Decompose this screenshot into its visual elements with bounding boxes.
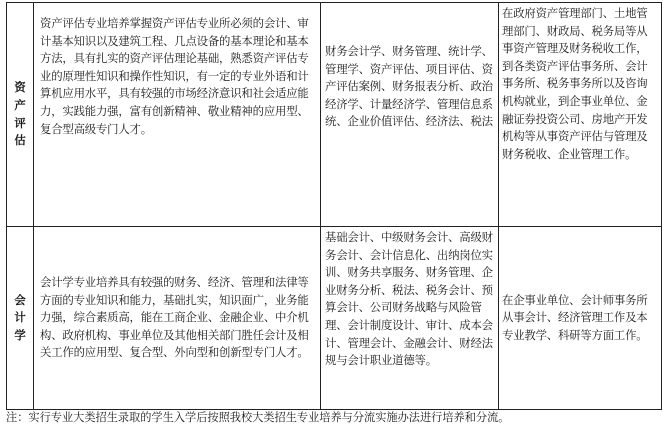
major-name-char: 计	[14, 310, 26, 325]
training-requirements: 会计学专业培养具有较强的财务、经济、管理和法律等方面的专业知识和能力，基础扎实，知识面广，业务能力强，综合素质高，能在工商企业、金融企业、中介机构、政府机构、事业单位及其他相关部门胜任会计及相关工作的应用型、复合型、外向型和创新型专门人才。	[34, 227, 321, 410]
majors-table	[6, 2, 662, 410]
major-name-char: 评	[14, 115, 26, 130]
major-name-char: 会	[14, 292, 26, 307]
major-name-char: 估	[14, 133, 26, 148]
major-name-char: 资	[14, 80, 26, 95]
table-row	[7, 227, 662, 410]
main-courses: 基础会计、中级财务会计、高级财务会计、会计信息化、出纳岗位实训、财务共享服务、财务管理、企业财务分析、税法、税务会计、预算会计、公司财务战略与风险管理、会计制度设计、审计、成本会计、管理会计、金融会计、财经法规与会计职业道德等。	[321, 227, 499, 410]
employment-direction: 在政府资产管理部门、土地管理部门、财政局、税务局等从事资产管理及财务税收工作，到各类资产评估事务所、会计事务所、税务事务所以及咨询机构就业，到企事业单位、金融证券投资公司、房地产开发机构等从事资产评估与管理及财务税收、企业管理工作。	[499, 3, 662, 227]
training-requirements: 资产评估专业培养掌握资产评估专业所必须的会计、审计基本知识以及建筑工程、几点设备的基本理论和基本方法，具有扎实的资产评估理论基础，熟悉资产评估专业的原理性知识和操作性知识，有一定的专业外语和计算机应用水平，具有较强的市场经济意识和社会适应能力，实践能力强，富有创新精神、敬业精神的应用型、复合型高级专门人才。	[34, 3, 321, 227]
major-name-char: 学	[14, 327, 26, 342]
major-name-cell	[7, 3, 34, 227]
footnote: 注：实行专业大类招生录取的学生入学后按照我校大类招生专业培养与分流实施办法进行培养和分流。	[6, 411, 510, 424]
major-name-cell	[7, 227, 34, 410]
table-row	[7, 3, 662, 227]
employment-direction: 在企事业单位、会计师事务所从事会计、经济管理工作及本专业教学、科研等方面工作。	[499, 227, 662, 410]
major-name-char: 产	[14, 97, 26, 112]
main-courses: 财务会计学、财务管理、统计学、管理学、资产评估、项目评估、资产评估案例、财务报表分析、政治经济学、计量经济学、管理信息系统、企业价值评估、经济法、税法	[321, 3, 499, 227]
